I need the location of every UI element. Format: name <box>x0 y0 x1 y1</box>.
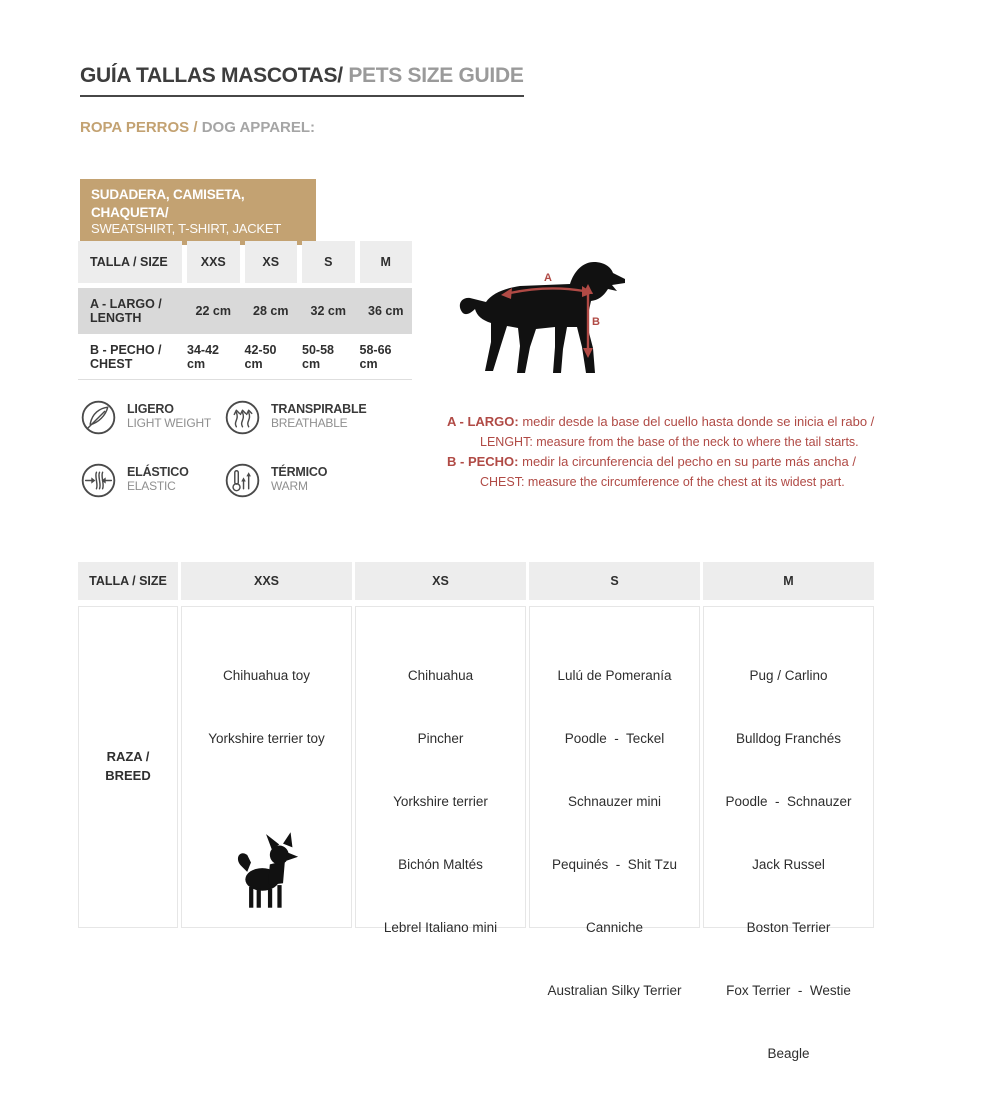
breed-item: Chihuahua <box>407 668 474 683</box>
breed-table-header <box>78 562 874 600</box>
feature-name-es: TRANSPIRABLE <box>271 402 367 416</box>
chest-xxs: 34-42 cm <box>187 342 219 371</box>
breed-table <box>78 562 874 1061</box>
title-english: PETS SIZE GUIDE <box>342 64 524 87</box>
measurement-diagram-dog-icon <box>448 246 668 378</box>
breed-item: Bulldog Franchés <box>735 731 842 746</box>
feature-labels <box>271 462 327 493</box>
category-banner <box>80 179 316 245</box>
instruction-line <box>447 473 972 493</box>
feature-labels <box>271 399 367 430</box>
feature-breathable <box>224 399 420 436</box>
feature-name-es: LIGERO <box>127 402 174 416</box>
breed-list <box>208 623 325 791</box>
title-spanish: GUÍA TALLAS MASCOTAS/ <box>80 64 343 87</box>
breed-item: Pug / Carlino <box>749 668 828 683</box>
header-xs: XS <box>245 241 298 283</box>
category-spanish: SUDADERA, CAMISETA, CHAQUETA/ <box>91 187 245 220</box>
breed-item: Canniche <box>585 920 644 935</box>
size-table <box>78 241 412 380</box>
breed-list <box>547 623 681 1043</box>
breed-table-body <box>78 606 874 1061</box>
feather-icon <box>80 399 117 436</box>
breed-list <box>384 623 497 980</box>
instruction-text: CHEST: measure the circumference of the chest at its widest part. <box>480 474 845 489</box>
thermometer-icon <box>224 462 261 499</box>
breed-item: Fox Terrier - Westie <box>726 983 851 998</box>
row-label-en: BREED <box>105 768 151 783</box>
instruction-text: medir desde la base del cuello hasta donde se inicia el rabo / <box>518 414 875 429</box>
instruction-label: A - LARGO: <box>447 414 519 429</box>
feature-name-en: ELASTIC <box>127 479 176 493</box>
breed-column-s <box>529 606 700 998</box>
header-talla-size: TALLA / SIZE <box>78 562 178 600</box>
header-xs: XS <box>355 562 526 600</box>
row-label-es: RAZA / <box>106 749 150 765</box>
breed-item: Jack Russel <box>752 857 825 872</box>
breed-column-xs <box>355 606 526 935</box>
row-a-label: A - LARGO / LENGTH <box>90 297 162 325</box>
page-subtitle <box>80 119 315 137</box>
category-english: SWEATSHIRT, T-SHIRT, JACKET <box>91 221 282 237</box>
feature-name-es: TÉRMICO <box>271 465 328 479</box>
subtitle-english: DOG APPAREL: <box>197 119 316 136</box>
row-b-label: B - PECHO / CHEST <box>90 342 162 371</box>
header-s: S <box>302 241 355 283</box>
breed-item: Poodle - Schnauzer <box>725 794 852 809</box>
feature-lightweight <box>80 399 224 436</box>
breathable-icon <box>224 399 261 436</box>
length-xxs: 22 cm <box>195 304 231 318</box>
size-table-row-length <box>78 288 412 334</box>
feature-warm <box>224 462 420 499</box>
breed-list <box>725 623 851 1106</box>
breed-item: Yorkshire terrier <box>393 794 488 809</box>
header-xxs: XXS <box>187 241 240 283</box>
breed-item: Schnauzer mini <box>567 794 662 809</box>
measuring-instructions <box>447 412 972 493</box>
instruction-text: LENGHT: measure from the base of the neck to where the tail starts. <box>480 434 859 449</box>
feature-labels <box>127 399 211 430</box>
chest-s: 50-58 cm <box>302 342 334 371</box>
header-xxs: XXS <box>181 562 352 600</box>
breed-item: Pequinés - Shit Tzu <box>551 857 678 872</box>
length-s: 32 cm <box>310 304 346 318</box>
breed-item: Lebrel Italiano mini <box>383 920 498 935</box>
breed-item: Lulú de Pomeranía <box>557 668 672 683</box>
instruction-line <box>447 452 972 473</box>
label-a: A <box>544 272 552 284</box>
length-m: 36 cm <box>368 304 404 318</box>
breed-item: Yorkshire terrier toy <box>208 731 325 746</box>
feature-name-en: WARM <box>271 479 308 493</box>
feature-list <box>80 399 420 499</box>
feature-labels <box>127 462 189 493</box>
header-m: M <box>703 562 874 600</box>
breed-column-xxs <box>181 606 352 928</box>
header-talla-size: TALLA / SIZE <box>78 241 182 283</box>
length-xs: 28 cm <box>253 304 289 318</box>
chest-xs: 42-50 cm <box>244 342 277 371</box>
feature-name-en: BREATHABLE <box>271 416 348 430</box>
feature-name-es: ELÁSTICO <box>127 465 189 479</box>
instruction-text: medir la circunferencia del pecho en su parte más ancha / <box>518 454 856 470</box>
size-table-row-chest <box>78 334 412 380</box>
breed-item: Beagle <box>767 1046 810 1061</box>
breed-item: Australian Silky Terrier <box>547 983 682 998</box>
feature-name-en: LIGHT WEIGHT <box>127 416 212 430</box>
breed-row-label <box>78 606 178 928</box>
header-m: M <box>360 241 413 283</box>
breed-item: Poodle - Teckel <box>564 731 665 746</box>
page-title <box>80 64 524 97</box>
size-table-header <box>78 241 412 283</box>
chest-m: 58-66 cm <box>359 342 392 371</box>
labrador-silhouette <box>460 262 625 373</box>
breed-column-m <box>703 606 874 1061</box>
breed-item: Chihuahua toy <box>222 668 311 683</box>
label-b: B <box>592 316 600 328</box>
breed-item: Bichón Maltés <box>398 857 483 872</box>
breed-item: Pincher <box>417 731 464 746</box>
subtitle-spanish: ROPA PERROS / <box>80 119 198 136</box>
instruction-line <box>447 433 972 453</box>
feature-elastic <box>80 462 224 499</box>
header-s: S <box>529 562 700 600</box>
instruction-label: B - PECHO: <box>447 454 519 470</box>
breed-item: Boston Terrier <box>746 920 831 935</box>
chihuahua-silhouette <box>234 829 300 911</box>
elastic-icon <box>80 462 117 499</box>
instruction-line <box>447 412 972 433</box>
